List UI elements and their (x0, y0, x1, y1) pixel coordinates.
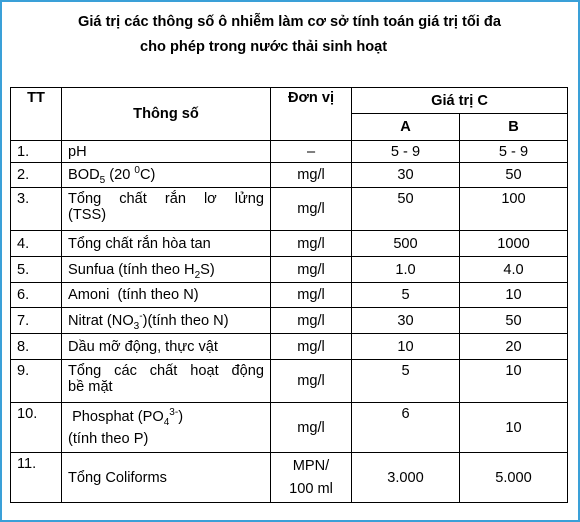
row-unit: mg/l (271, 308, 352, 334)
row-unit: mg/l (271, 163, 352, 188)
row-value-b: 10 (460, 403, 568, 453)
row-value-a: 30 (352, 163, 460, 188)
row-param: pH (62, 141, 271, 163)
row-value-b: 10 (460, 360, 568, 403)
row-value-b: 1000 (460, 231, 568, 257)
row-param: Nitrat $(NO_3^-)(tính$ theo N) (62, 308, 271, 334)
header-param: Thông số (62, 88, 271, 141)
row-param: Dầu mỡ động, thực vật (62, 334, 271, 360)
row-value-b: 50 (460, 308, 568, 334)
row-unit: mg/l (271, 403, 352, 453)
row-value-b: 5.000 (460, 453, 568, 503)
row-value-b: 50 (460, 163, 568, 188)
row-value-a: 10 (352, 334, 460, 360)
row-value-a: 6 (352, 403, 460, 453)
table-row (11, 403, 568, 453)
table-row (11, 188, 568, 231)
row-value-b: 10 (460, 283, 568, 308)
row-param: Tổng chất rắn lơ lửng (TSS) (62, 188, 271, 231)
row-tt: 5. (11, 257, 62, 283)
table-row (11, 308, 568, 334)
header-value-group: Giá trị C (352, 88, 568, 114)
row-tt: 3. (11, 188, 62, 231)
row-param: Tổng chất rắn hòa tan (62, 231, 271, 257)
table-row (11, 257, 568, 283)
row-tt: 7. (11, 308, 62, 334)
row-tt: 2. (11, 163, 62, 188)
row-unit: mg/l (271, 360, 352, 403)
row-tt: 8. (11, 334, 62, 360)
row-value-a: 50 (352, 188, 460, 231)
row-unit: mg/l (271, 231, 352, 257)
row-value-a: 500 (352, 231, 460, 257)
row-tt: 11. (11, 453, 62, 503)
row-tt: 9. (11, 360, 62, 403)
row-tt: 6. (11, 283, 62, 308)
row-tt: 1. (11, 141, 62, 163)
row-unit: – (271, 141, 352, 163)
row-unit: mg/l (271, 188, 352, 231)
row-value-b: 4.0 (460, 257, 568, 283)
row-value-a: 5 (352, 360, 460, 403)
row-value-a: 5 - 9 (352, 141, 460, 163)
table-row (11, 231, 568, 257)
header-col-a: A (352, 114, 460, 141)
row-value-a: 30 (352, 308, 460, 334)
row-param: Tổng Coliforms (62, 453, 271, 503)
table-row (11, 453, 568, 503)
row-value-b: 5 - 9 (460, 141, 568, 163)
table-title-line-1: Giá trị các thông số ô nhiễm làm cơ sở tính toán giá trị tối đa (78, 14, 501, 30)
row-unit: MPN/ 100 ml (271, 453, 352, 503)
header-unit: Đơn vị (271, 88, 352, 141)
table-row (11, 163, 568, 188)
table-row (11, 360, 568, 403)
row-param: Sunfua (tính theo $H_2S$) (62, 257, 271, 283)
row-value-a: 5 (352, 283, 460, 308)
row-unit: mg/l (271, 257, 352, 283)
table-row (11, 141, 568, 163)
header-tt: TT (11, 88, 62, 141)
table-row (11, 283, 568, 308)
row-tt: 10. (11, 403, 62, 453)
row-param: Phosphat $(PO_4^{3-})$ (tính theo P) (62, 403, 271, 453)
row-tt: 4. (11, 231, 62, 257)
row-param: $BOD_5$ (20 $^0$C) (62, 163, 271, 188)
pollutant-limits-table (10, 87, 568, 503)
row-unit: mg/l (271, 334, 352, 360)
table-title-line-2: cho phép trong nước thải sinh hoạt (140, 39, 388, 55)
header-col-b: B (460, 114, 568, 141)
row-value-a: 3.000 (352, 453, 460, 503)
row-param: Amoni (tính theo N) (62, 283, 271, 308)
row-value-b: 100 (460, 188, 568, 231)
table-row (11, 334, 568, 360)
row-value-b: 20 (460, 334, 568, 360)
row-unit: mg/l (271, 283, 352, 308)
row-param: Tổng các chất hoạt động bề mặt (62, 360, 271, 403)
row-value-a: 1.0 (352, 257, 460, 283)
